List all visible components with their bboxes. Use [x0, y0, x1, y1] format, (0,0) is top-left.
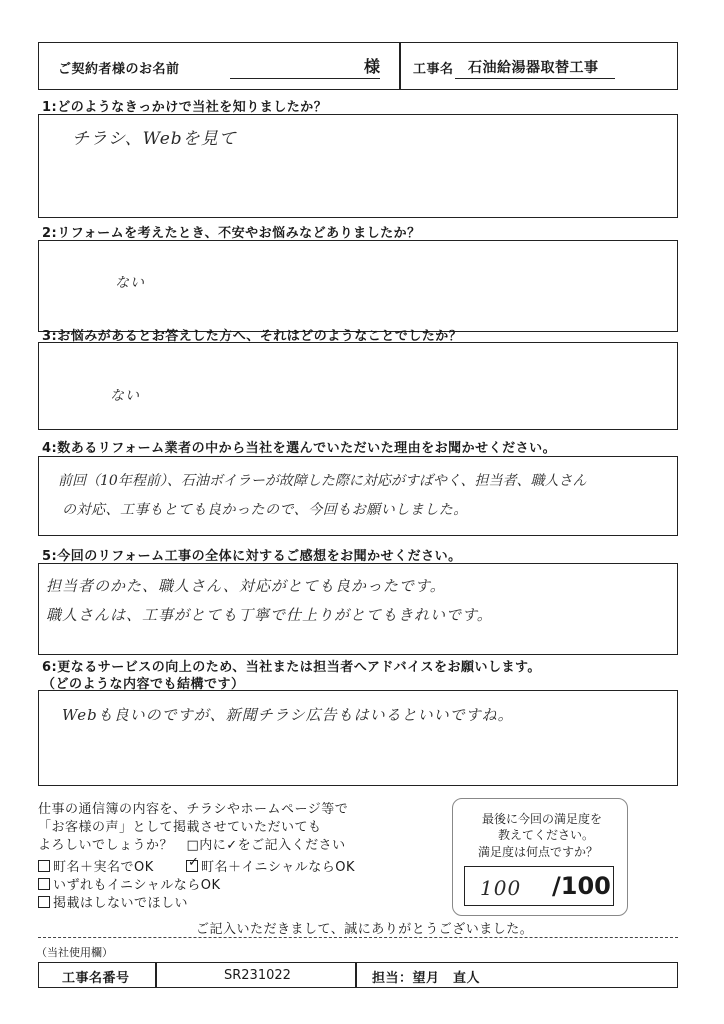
- honorific: 様: [364, 57, 381, 76]
- checkbox-both-initials[interactable]: [38, 878, 50, 890]
- consent-option-1[interactable]: [38, 856, 154, 875]
- question-6-sublabel: （どのような内容でも結構です）: [42, 677, 245, 692]
- project-name: 石油給湯器取替工事: [468, 60, 599, 76]
- consent-option-3-label: いずれもイニシャルならOK: [53, 878, 221, 893]
- consent-option-1-label: 町名＋実名でOK: [53, 860, 154, 875]
- answer-box-4: [38, 456, 678, 536]
- answer-1-line-1: チラシ、Webを見て: [72, 129, 237, 149]
- consent-option-2-label: 町名＋イニシャルならOK: [201, 860, 355, 875]
- consent-intro-line-3: よろしいでしょうか？ □内に✓をご記入ください: [38, 838, 346, 853]
- checkbox-no-publish[interactable]: [38, 896, 50, 908]
- score-value: 100: [480, 876, 522, 900]
- consent-option-4[interactable]: [38, 892, 188, 911]
- customer-name-underline: [230, 78, 380, 79]
- consent-intro-line-1: 仕事の通信簿の内容を、チラシやホームページ等で: [38, 802, 349, 817]
- consent-option-2[interactable]: [186, 856, 355, 875]
- consent-option-4-label: 掲載はしないでほしい: [53, 896, 189, 911]
- question-2-label: 2:リフォームを考えたとき、不安やお悩みなどありましたか？: [42, 226, 421, 241]
- checkbox-real-name[interactable]: [38, 860, 50, 872]
- score-max: /100: [552, 872, 611, 900]
- question-5-label: 5:今回のリフォーム工事の全体に対するご感想をお聞かせください。: [42, 549, 462, 564]
- answer-5-line-1: 担当者のかた、職人さん、対応がとても良かったです。: [46, 577, 446, 595]
- office-col-divider-2: [355, 962, 357, 988]
- project-label: 工事名: [413, 62, 454, 77]
- answer-2-line-1: ない: [115, 275, 145, 291]
- project-name-underline: [455, 78, 615, 79]
- office-table: [38, 962, 678, 988]
- satisfaction-prompt-line-1: 最後に今回の満足度を: [482, 812, 603, 826]
- answer-3-line-1: ない: [110, 388, 140, 404]
- thanks-message: ご記入いただきまして、誠にありがとうございました。: [196, 922, 534, 937]
- office-number-value: SR231022: [224, 968, 291, 983]
- answer-4-line-2: の対応、工事もとても良かったので、今回もお願いしました。: [62, 502, 468, 518]
- question-1-label: 1:どのようなきっかけで当社を知りましたか？: [42, 100, 328, 115]
- answer-5-line-2: 職人さんは、工事がとても丁寧で仕上りがとてもきれいです。: [46, 606, 493, 624]
- checkbox-initials[interactable]: [186, 860, 198, 872]
- office-section-label: （当社使用欄）: [36, 946, 113, 959]
- consent-intro-line-2: 「お客様の声」として掲載させていただいても: [38, 820, 322, 835]
- satisfaction-prompt-line-3: 満足度は何点ですか？: [478, 845, 599, 859]
- customer-label: ご契約者様のお名前: [58, 62, 180, 77]
- office-col-divider-1: [155, 962, 157, 988]
- question-6-label: 6:更なるサービスの向上のため、当社または担当者へアドバイスをお願いします。: [42, 660, 541, 675]
- office-number-label: 工事名番号: [62, 971, 130, 986]
- consent-option-3[interactable]: [38, 874, 220, 893]
- header-divider: [399, 42, 401, 90]
- question-3-label: 3:お悩みがあるとお答えした方へ、それはどのようなことでしたか？: [42, 329, 463, 344]
- office-staff: 担当：望月 直人: [372, 971, 481, 986]
- office-divider: [38, 937, 678, 938]
- answer-4-line-1: 前回（10年程前）、石油ボイラーが故障した際に対応がすばやく、担当者、職人さん: [58, 473, 587, 489]
- answer-6-line-1: Webも良いのですが、新聞チラシ広告もはいるといいですね。: [62, 706, 514, 724]
- satisfaction-prompt-line-2: 教えてください。: [498, 828, 595, 842]
- question-4-label: 4:数あるリフォーム業者の中から当社を選んでいただいた理由をお聞かせください。: [42, 441, 557, 456]
